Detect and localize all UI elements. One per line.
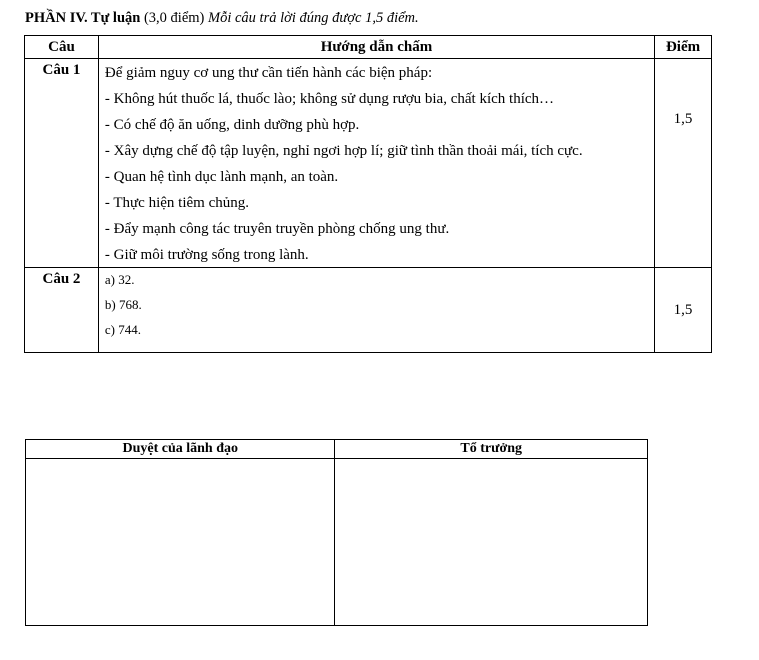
answer-line: b) 768. <box>104 297 142 312</box>
guide-line: - Giữ môi trường sống trong lành. <box>104 247 309 263</box>
approval-header-row <box>26 440 648 459</box>
approval-table <box>25 439 648 626</box>
signature-row <box>26 459 648 626</box>
question-label: Câu 1 <box>25 59 99 268</box>
header-team-leader: Tổ trưởng <box>335 440 648 459</box>
guide-line: - Có chế độ ăn uống, dinh dưỡng phù hợp. <box>104 117 360 133</box>
guide-line: - Xây dựng chế độ tập luyện, nghỉ ngơi hợp lí; giữ tình thần thoải mái, tích cực. <box>104 143 583 159</box>
guide-line: Để giảm nguy cơ ung thư cần tiến hành các biện pháp: <box>104 65 433 81</box>
header-leader-approval: Duyệt của lãnh đạo <box>26 440 335 459</box>
guide-line: - Đẩy mạnh công tác truyên truyền phòng chống ung thư. <box>104 221 450 237</box>
guide-line: - Thực hiện tiêm chủng. <box>104 195 249 211</box>
leader-signature-area <box>26 459 335 626</box>
grading-guide <box>98 268 654 353</box>
answer-line: c) 744. <box>104 322 142 337</box>
points-value: 1,5 <box>655 59 712 268</box>
header-points: Điểm <box>655 36 712 59</box>
section-note: Mỗi câu trả lời đúng được 1,5 điểm. <box>208 10 419 26</box>
grading-guide <box>98 59 654 268</box>
header-question: Câu <box>25 36 99 59</box>
grading-header-row <box>25 36 712 59</box>
guide-line: - Không hút thuốc lá, thuốc lào; không sử dụng rượu bia, chất kích thích… <box>104 91 555 107</box>
grading-table <box>24 35 712 353</box>
header-guide: Hướng dẫn chấm <box>98 36 654 59</box>
answer-line: a) 32. <box>104 272 135 287</box>
guide-line: - Quan hệ tình dục lành mạnh, an toàn. <box>104 169 339 185</box>
question-label: Câu 2 <box>25 268 99 353</box>
points-value: 1,5 <box>655 268 712 353</box>
section-score: (3,0 điểm) <box>140 10 208 26</box>
table-row <box>25 59 712 268</box>
section-title: PHẦN IV. Tự luận <box>25 10 141 26</box>
team-leader-signature-area <box>335 459 648 626</box>
section-heading <box>25 10 419 27</box>
table-row <box>25 268 712 353</box>
